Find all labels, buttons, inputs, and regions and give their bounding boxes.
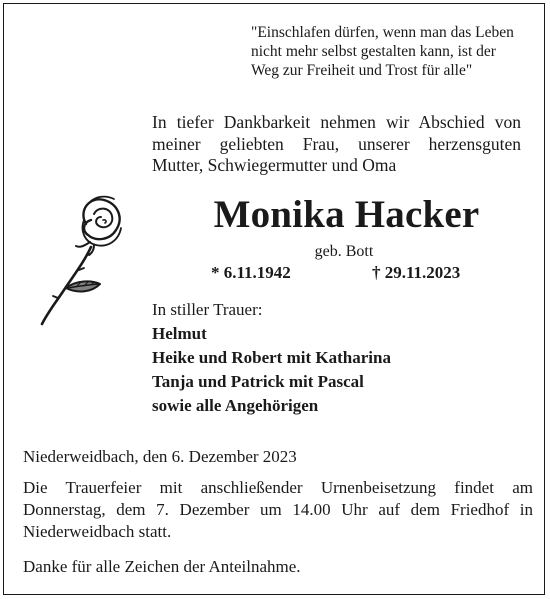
quote-line: Weg zur Freiheit und Trost für alle" bbox=[251, 62, 473, 79]
intro-line: meiner geliebten Frau, unserer herzensguten bbox=[152, 133, 521, 154]
intro-text bbox=[152, 112, 521, 177]
quote-block bbox=[251, 23, 541, 80]
ceremony-line: Die Trauerfeier mit anschließender Urnenbeisetzung findet am bbox=[23, 478, 533, 497]
thanks-note: Danke für alle Zeichen der Anteilnahme. bbox=[23, 557, 301, 576]
mourner-name: sowie alle Angehörigen bbox=[152, 396, 319, 415]
quote-line: nicht mehr selbst gestalten kann, ist der bbox=[251, 43, 496, 60]
mourners-heading: In stiller Trauer: bbox=[152, 300, 263, 319]
quote-line: "Einschlafen dürfen, wenn man das Leben bbox=[251, 24, 514, 41]
death-date: † 29.11.2023 bbox=[372, 263, 461, 282]
mourner-name: Heike und Robert mit Katharina bbox=[152, 348, 391, 367]
obituary-notice bbox=[3, 3, 545, 595]
place-date: Niederweidbach, den 6. Dezember 2023 bbox=[23, 447, 297, 466]
ceremony-info bbox=[23, 477, 533, 543]
mourners-block bbox=[152, 298, 532, 418]
mourner-name: Tanja und Patrick mit Pascal bbox=[152, 372, 364, 391]
mourner-name: Helmut bbox=[152, 324, 207, 343]
birth-date: * 6.11.1942 bbox=[211, 263, 291, 282]
deceased-name: Monika Hacker bbox=[213, 193, 480, 236]
intro-line: Mutter, Schwiegermutter und Oma bbox=[152, 155, 397, 175]
intro-line: In tiefer Dankbarkeit nehmen wir Abschied von bbox=[152, 112, 521, 132]
rose-icon bbox=[34, 190, 129, 330]
maiden-name: geb. Bott bbox=[314, 243, 374, 260]
ceremony-line: Niederweidbach statt. bbox=[23, 522, 172, 541]
ceremony-line: Donnerstag, dem 7. Dezember um 14.00 Uhr auf dem Friedhof in bbox=[23, 500, 533, 519]
